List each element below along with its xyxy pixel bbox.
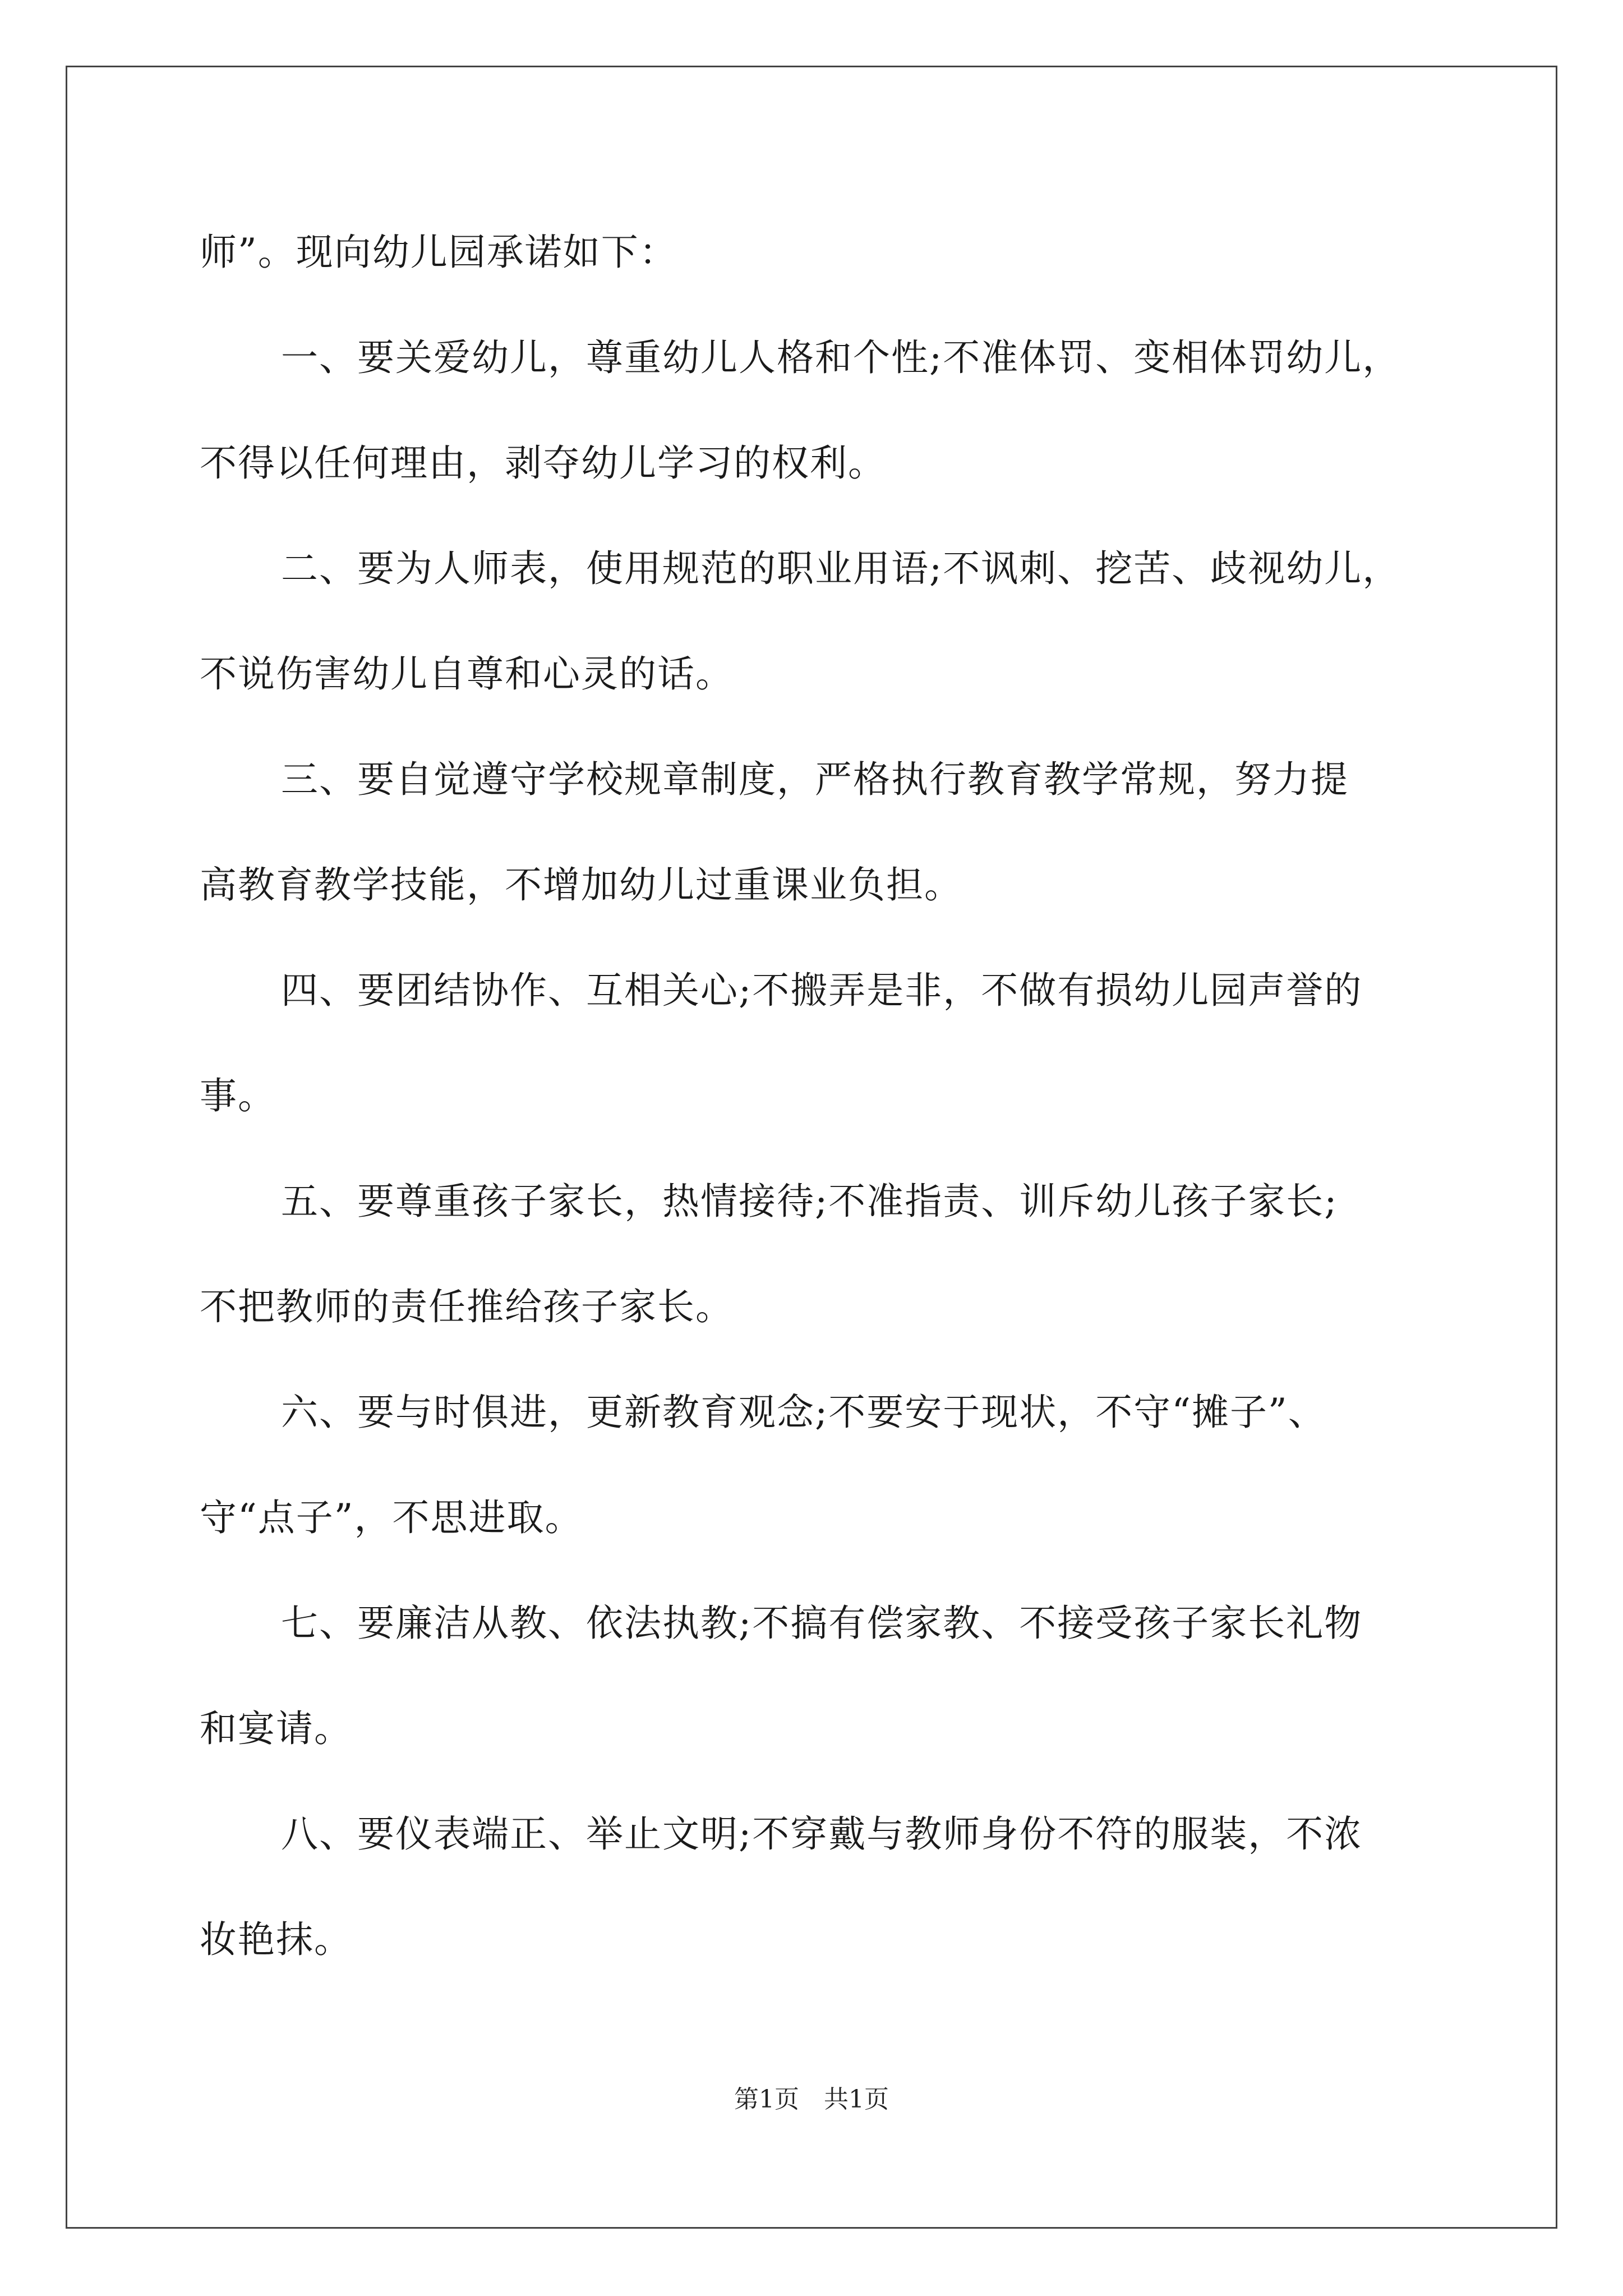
- text-line: 妆艳抹。: [200, 1918, 352, 1961]
- text-line: 六、要与时俱进，更新教育观念;不要安于现状，不守“摊子”、: [281, 1391, 1326, 1434]
- text-line: 三、要自觉遵守学校规章制度，严格执行教育教学常规，努力提: [281, 758, 1349, 801]
- page-footer: 第1页 共1页: [734, 2085, 889, 2114]
- text-line: 八、要仪表端正、举止文明;不穿戴与教师身份不符的服装，不浓: [281, 1812, 1363, 1856]
- document-body: [200, 213, 1456, 2006]
- text-line: 一、要关爱幼儿，尊重幼儿人格和个性;不准体罚、变相体罚幼儿，: [281, 336, 1401, 379]
- text-line: 七、要廉洁从教、依法执教;不搞有偿家教、不接受孩子家长礼物: [281, 1602, 1363, 1645]
- text-line: 五、要尊重孩子家长，热情接待;不准指责、训斥幼儿孩子家长;: [281, 1180, 1338, 1223]
- text-line: 四、要团结协作、互相关心;不搬弄是非，不做有损幼儿园声誉的: [281, 969, 1363, 1012]
- text-line: 师”。现向幼儿园承诺如下：: [200, 231, 677, 274]
- text-line: 二、要为人师表，使用规范的职业用语;不讽刺、挖苦、歧视幼儿，: [281, 547, 1401, 590]
- text-line: 不说伤害幼儿自尊和心灵的话。: [200, 652, 734, 696]
- text-line: 不把教师的责任推给孩子家长。: [200, 1285, 734, 1328]
- text-line: 高教育教学技能，不增加幼儿过重课业负担。: [200, 863, 962, 907]
- text-line: 和宴请。: [200, 1707, 352, 1750]
- text-line: 不得以任何理由，剥夺幼儿学习的权利。: [200, 441, 886, 485]
- text-line: 守“点子”，不思进取。: [200, 1496, 583, 1539]
- text-line: 事。: [200, 1074, 276, 1117]
